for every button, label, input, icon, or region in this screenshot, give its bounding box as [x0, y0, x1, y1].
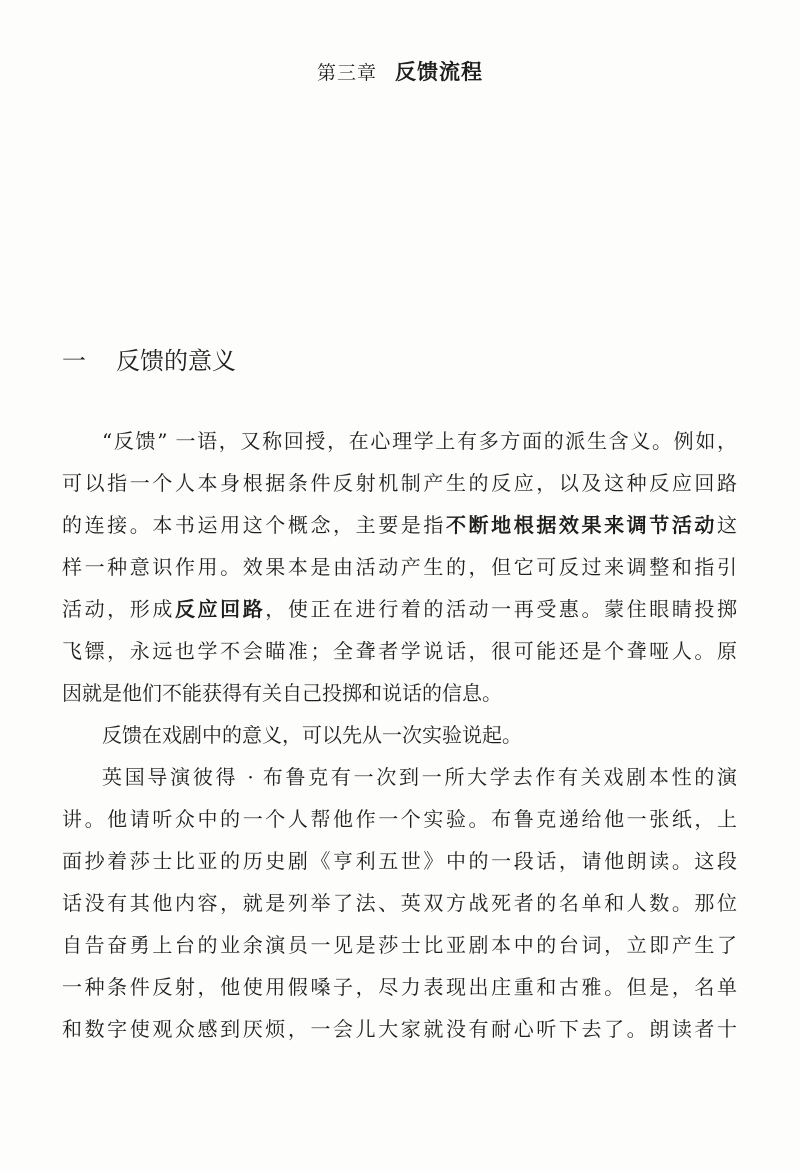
text-line: 活动，形成反应回路，使正在进行着的活动一再受惠。蒙住眼睛投掷: [62, 597, 738, 621]
text-line: 一种条件反射，他使用假嗓子，尽力表现出庄重和古雅。但是，名单: [62, 975, 737, 999]
paragraph-3: [62, 756, 737, 1050]
text-line: 和数字使观众感到厌烦，一会儿大家就没有耐心听下去了。朗读者十: [62, 1017, 737, 1041]
chapter-number: 第三章: [316, 62, 377, 84]
emphasis-text: 不断地根据效果来调节活动: [445, 513, 718, 537]
text-line: 讲。他请听众中的一个人帮他作一个实验。布鲁克递给他一张纸，上: [62, 807, 737, 831]
emphasis-text: 反应回路: [174, 597, 266, 621]
section-heading: [62, 341, 236, 376]
text-line: 样一种意识作用。效果本是由活动产生的，但它可反过来调整和指引: [62, 555, 737, 579]
text-line: 面抄着莎士比亚的历史剧《亨利五世》中的一段话，请他朗读。这段: [62, 849, 737, 873]
text-line: 英国导演彼得 · 布鲁克有一次到一所大学去作有关戏剧本性的演: [102, 765, 737, 789]
chapter-heading: [0, 56, 800, 86]
body-text: [62, 420, 737, 1050]
paragraph-2: [62, 714, 737, 756]
text-line: 可以指一个人本身根据条件反射机制产生的反应，以及这种反应回路: [62, 471, 737, 495]
text-line: “反馈” 一语，又称回授，在心理学上有多方面的派生含义。例如，: [102, 429, 737, 453]
text-line: 飞镖，永远也学不会瞄准；全聋者学说话，很可能还是个聋哑人。原: [62, 639, 737, 663]
text-line: 话没有其他内容，就是列举了法、英双方战死者的名单和人数。那位: [62, 891, 737, 915]
section-title: 反馈的意义: [116, 347, 236, 375]
text-line: 反馈在戏剧中的意义，可以先从一次实验说起。: [102, 723, 522, 747]
text-line: 因就是他们不能获得有关自己投掷和说话的信息。: [62, 681, 502, 705]
paragraph-1: [62, 420, 737, 714]
chapter-title: 反馈流程: [395, 60, 483, 84]
text-line: 的连接。本书运用这个概念，主要是指不断地根据效果来调节活动这: [62, 513, 738, 537]
text-line: 自告奋勇上台的业余演员一见是莎士比亚剧本中的台词，立即产生了: [62, 933, 737, 957]
section-number: 一: [62, 347, 86, 375]
